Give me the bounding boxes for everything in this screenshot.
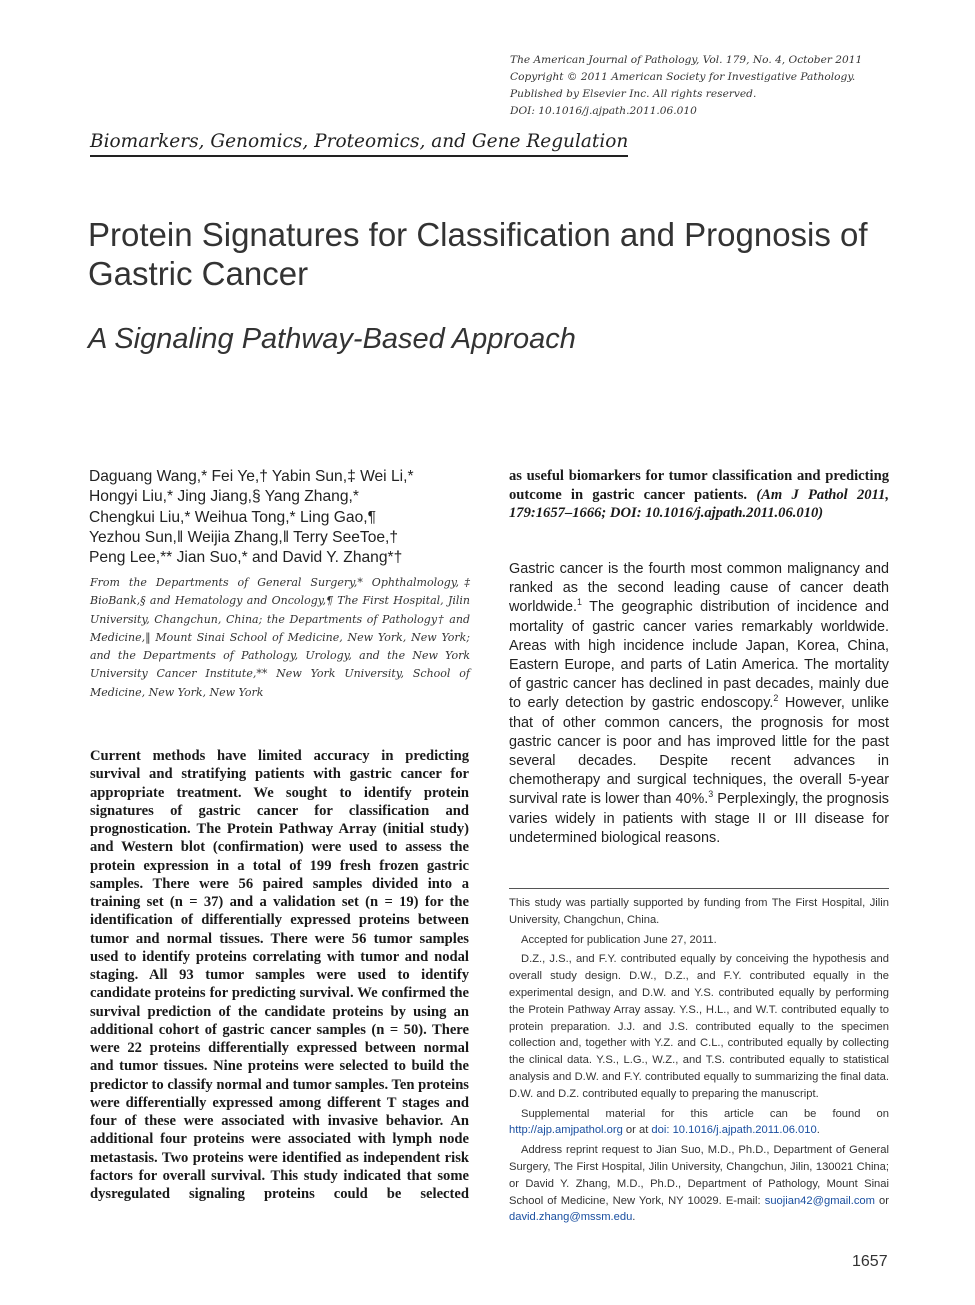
footnote-supplemental — [509, 1106, 889, 1140]
journal-citation: The American Journal of Pathology, Vol. 179, No. 4, October 2011 — [510, 54, 863, 66]
reference-link[interactable]: 1 — [576, 597, 582, 608]
journal-copyright: Copyright © 2011 American Society for Investigative Pathology. — [510, 71, 856, 83]
abstract-citation: (Am J Pathol 2011, 179:1657–1666; DOI: 10.1016/j.ajpath.2011.06.010) — [509, 486, 889, 522]
author-list — [89, 467, 479, 568]
reference-link[interactable]: 3 — [708, 789, 714, 800]
body-text: The geographic distribution of incidence and mortality of gastric cancer varies remarkably worldwide. Areas with high incidence include Japan, Korea, China, Eastern Europe, and parts of Latin America. The mortality of gastric cancer has declined in past decades, mainly due to early detection by gastric endoscopy. — [509, 599, 889, 712]
author-line: Daguang Wang,* Fei Ye,† Yabin Sun,‡ Wei Li,* — [89, 468, 414, 485]
footnote-accepted: Accepted for publication June 27, 2011. — [521, 933, 717, 946]
author-line: Yezhou Sun,‖ Weijia Zhang,‖ Terry SeeToe,† — [89, 528, 399, 546]
page-number: 1657 — [852, 1253, 888, 1270]
body-text: Gastric cancer is the fourth most common malignancy and ranked as the second leading cause of cancer death worldwide. — [509, 561, 889, 616]
footnote-text: Supplemental material for this article can be found on — [521, 1107, 889, 1120]
author-line: Peng Lee,** Jian Suo,* and David Y. Zhang*† — [89, 549, 403, 567]
abstract-continuation: as useful biomarkers for tumor classification and predicting outcome in gastric cancer patients. — [509, 468, 889, 503]
section-heading: Biomarkers, Genomics, Proteomics, and Gene Regulation — [90, 131, 628, 157]
footnote-text: or at — [622, 1124, 652, 1137]
journal-publisher: Published by Elsevier Inc. All rights reserved. — [510, 88, 757, 100]
author-line: Chengkui Liu,* Weihua Tong,* Ling Gao,¶ — [89, 508, 376, 526]
footnotes — [509, 895, 889, 1229]
footnote-text: . — [816, 1124, 820, 1137]
abstract-right — [509, 467, 889, 523]
doi-label[interactable]: doi: — [651, 1124, 670, 1137]
supplemental-link[interactable]: http://ajp.amjpathol.org — [509, 1124, 623, 1137]
affiliations: From the Departments of General Surgery,* Ophthalmology,‡ BioBank,§ and Hematology and Oncology,¶ The First Hospital, Jilin University, Changchun, China; the Departments of Pathology† and Medicine,‖ Mount Sinai School of Medicine, New York, New York; and the Departments of Pathology, Urology, and the New York University Cancer Institute,** New York University, School of Medicine, New York, New York — [90, 576, 470, 699]
article-title: Protein Signatures for Classification and Prognosis of Gastric Cancer — [88, 216, 868, 292]
email-link[interactable]: david.zhang@mssm.edu — [509, 1211, 633, 1224]
body-text: Perplexingly, the prognosis varies widely in patients with stage II or III disease for undetermined biological reasons. — [509, 791, 889, 846]
body-paragraph — [509, 560, 889, 848]
body-text: However, unlike that of other common cancers, the prognosis for most gastric cancer is poor and has improved little for the past several decades. Despite recent advances in chemotherapy and surgical techniques, the overall 5-year survival rate is lower than 40%. — [509, 695, 889, 808]
footnote-address — [509, 1142, 889, 1226]
email-link[interactable]: suojian42@gmail.com — [764, 1194, 875, 1207]
reference-link[interactable]: 2 — [773, 693, 779, 704]
footnote-text: . — [632, 1211, 636, 1224]
doi-link[interactable]: 10.1016/j.ajpath.2011.06.010 — [672, 1124, 817, 1137]
footnote-contributions: D.Z., J.S., and F.Y. contributed equally by conceiving the hypothesis and overall study design. D.W., D.Z., and F.Y. contributed equally in the experimental design, and D.W. and Y.S. contributed equally by performing the Protein Pathway Array assay. Y.S., H.L., and W.T. contributed equally to protein preparation. J.J. and J.S. contributed equally to the specimen collection and, together with Y.Z. and C.L., contributed equally by collecting the clinical data. Y.S., L.G., W.Z., and T.S. contributed equally to statistical analysis and D.W. and F.Y. contributed equally to summarizing the final data. D.W. and D.Z. contributed equally to preparing the manuscript. — [509, 953, 889, 1100]
article-subtitle: A Signaling Pathway-Based Approach — [88, 323, 576, 355]
footnote-divider — [509, 888, 889, 889]
journal-doi: DOI: 10.1016/j.ajpath.2011.06.010 — [510, 105, 697, 117]
journal-header — [510, 52, 950, 120]
footnote-text: Address reprint request to Jian Suo, M.D., Ph.D., Department of General Surgery, The First Hospital, Jilin University, Changchun, Jilin, 130021 China; or David Y. Zhang, M.D., Ph.D., Department of Pathology, Mount Sinai School of Medicine, New York, NY 10029. E-mail: — [509, 1144, 889, 1207]
author-line: Hongyi Liu,* Jing Jiang,§ Yang Zhang,* — [89, 488, 359, 506]
abstract-left: Current methods have limited accuracy in predicting survival and stratifying patients with gastric cancer for appropriate treatment. We sought to identify protein signatures of gastric cancer for classification and prognostication. The Protein Pathway Array (initial study) and Western blot (confirmation) were used to assess the protein expression in a total of 199 fresh frozen gastric samples. There were 56 paired samples divided into a training set (n = 37) and a validation set (n = 19) for the identification of differentially expressed proteins between tumor and normal tissues. There were 56 tumor samples used to identify proteins correlating with tumor and nodal staging. All 93 tumor samples were used to identify candidate proteins for predicting survival. We confirmed the survival prediction of the candidate proteins by using an additional cohort of gastric cancer samples (n = 50). There were 22 proteins differentially expressed between normal and tumor tissues. Nine proteins were selected to build the predictor to classify normal and tumor samples. Ten proteins were differentially expressed among different T stages and four of these were associated with invasive behavior. An additional four proteins were associated with lymph node metastasis. Two proteins were identified as independent risk factors for overall survival. This study indicated that some dysregulated signaling proteins could be selected — [90, 748, 469, 1202]
footnote-funding: This study was partially supported by funding from The First Hospital, Jilin University, Changchun, China. — [509, 897, 889, 926]
footnote-text: or — [874, 1194, 889, 1207]
